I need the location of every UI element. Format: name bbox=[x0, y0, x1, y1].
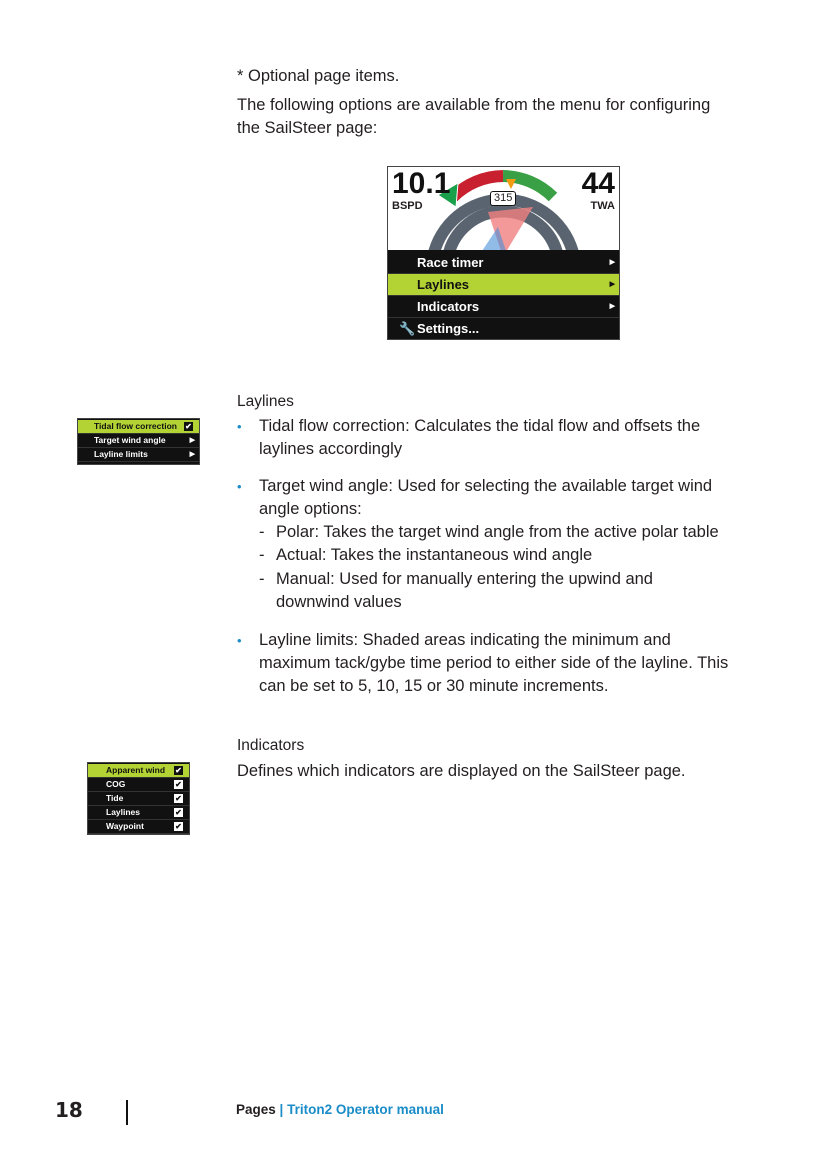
menu-item-laylines[interactable] bbox=[388, 274, 619, 296]
menu-item-apparent-wind[interactable]: Apparent wind ✔ bbox=[88, 764, 189, 778]
menu-item-cog[interactable]: COG ✔ bbox=[88, 778, 189, 792]
tidal-flow-text: Tidal flow correction: Calculates the tidal flow and offsets the bbox=[259, 417, 701, 435]
menu-label: Settings... bbox=[417, 321, 480, 336]
dash: - bbox=[259, 570, 265, 588]
bullet: • bbox=[237, 633, 242, 648]
menu-label: Laylines bbox=[417, 277, 470, 292]
actual-option: Actual: Takes the instantaneous wind angle bbox=[276, 546, 593, 564]
polar-option: Polar: Takes the target wind angle from the active polar table bbox=[276, 523, 719, 541]
menu-label: Indicators bbox=[417, 299, 480, 314]
checkbox-icon[interactable]: ✔ bbox=[175, 808, 182, 817]
bspd-label: BSPD bbox=[392, 200, 423, 212]
menu-item-settings[interactable] bbox=[388, 318, 619, 340]
chevron-right-icon: ▶ bbox=[189, 437, 195, 444]
menu-item-tidal-flow[interactable]: Tidal flow correction ✔ bbox=[78, 420, 199, 434]
optional-note: * Optional page items. bbox=[237, 67, 400, 85]
footer-manual-title: Triton2 Operator manual bbox=[287, 1102, 444, 1117]
wrench-icon: 🔧 bbox=[399, 321, 416, 336]
laylines-heading: Laylines bbox=[237, 393, 294, 410]
layline-limits-text: can be set to 5, 10, 15 or 30 minute increments. bbox=[259, 677, 609, 695]
menu-label: Race timer bbox=[417, 255, 484, 270]
footer-section: Pages bbox=[236, 1102, 276, 1117]
manual-option: Manual: Used for manually entering the upwind and bbox=[276, 570, 653, 588]
menu-item-laylines[interactable]: Laylines ✔ bbox=[88, 806, 189, 820]
indicators-text: Defines which indicators are displayed on the SailSteer page. bbox=[237, 762, 686, 780]
bullet: • bbox=[237, 419, 242, 434]
menu-item-waypoint[interactable]: Waypoint ✔ bbox=[88, 820, 189, 834]
checkbox-icon[interactable]: ✔ bbox=[175, 822, 182, 831]
menu-item-race-timer[interactable] bbox=[388, 252, 619, 274]
heading-readout: 315 bbox=[490, 191, 516, 206]
chevron-right-icon: ▶ bbox=[609, 281, 615, 288]
tidal-flow-text: laylines accordingly bbox=[259, 440, 403, 458]
bullet: • bbox=[237, 479, 242, 494]
target-wind-text: angle options: bbox=[259, 500, 362, 518]
chevron-right-icon: ▶ bbox=[609, 259, 615, 266]
menu-item-layline-limits[interactable]: Layline limits ▶ bbox=[78, 448, 199, 462]
intro-text: The following options are available from the menu for configuring bbox=[237, 96, 711, 114]
intro-text: the SailSteer page: bbox=[237, 119, 378, 137]
menu-item-tide[interactable]: Tide ✔ bbox=[88, 792, 189, 806]
menu-item-target-wind-angle[interactable]: Target wind angle ▶ bbox=[78, 434, 199, 448]
dash: - bbox=[259, 523, 265, 541]
checkbox-icon[interactable]: ✔ bbox=[175, 794, 182, 803]
sailsteer-menu bbox=[388, 250, 619, 339]
target-wind-text: Target wind angle: Used for selecting the available target wind bbox=[259, 477, 713, 495]
twa-label: TWA bbox=[590, 200, 615, 212]
chevron-right-icon: ▶ bbox=[609, 303, 615, 310]
indicators-menu-screenshot bbox=[87, 762, 190, 835]
manual-option: downwind values bbox=[276, 593, 402, 611]
laylines-menu-screenshot bbox=[77, 418, 200, 465]
footer-title bbox=[236, 1101, 444, 1118]
chevron-right-icon: ▶ bbox=[189, 451, 195, 458]
page-number: 18 bbox=[55, 1098, 83, 1122]
checkbox-icon[interactable]: ✔ bbox=[185, 422, 192, 431]
dash: - bbox=[259, 546, 265, 564]
checkbox-icon[interactable]: ✔ bbox=[175, 780, 182, 789]
layline-limits-text: Layline limits: Shaded areas indicating the minimum and bbox=[259, 631, 671, 649]
sailsteer-screenshot bbox=[387, 166, 620, 340]
twa-value: 44 bbox=[581, 167, 615, 200]
footer-divider bbox=[126, 1100, 128, 1125]
layline-limits-text: maximum tack/gybe time period to either side of the layline. This bbox=[259, 654, 729, 672]
footer-separator: | bbox=[279, 1102, 284, 1117]
menu-item-indicators[interactable] bbox=[388, 296, 619, 318]
bspd-value: 10.1 bbox=[392, 167, 451, 200]
checkbox-icon[interactable]: ✔ bbox=[175, 766, 182, 775]
indicators-heading: Indicators bbox=[237, 737, 305, 754]
